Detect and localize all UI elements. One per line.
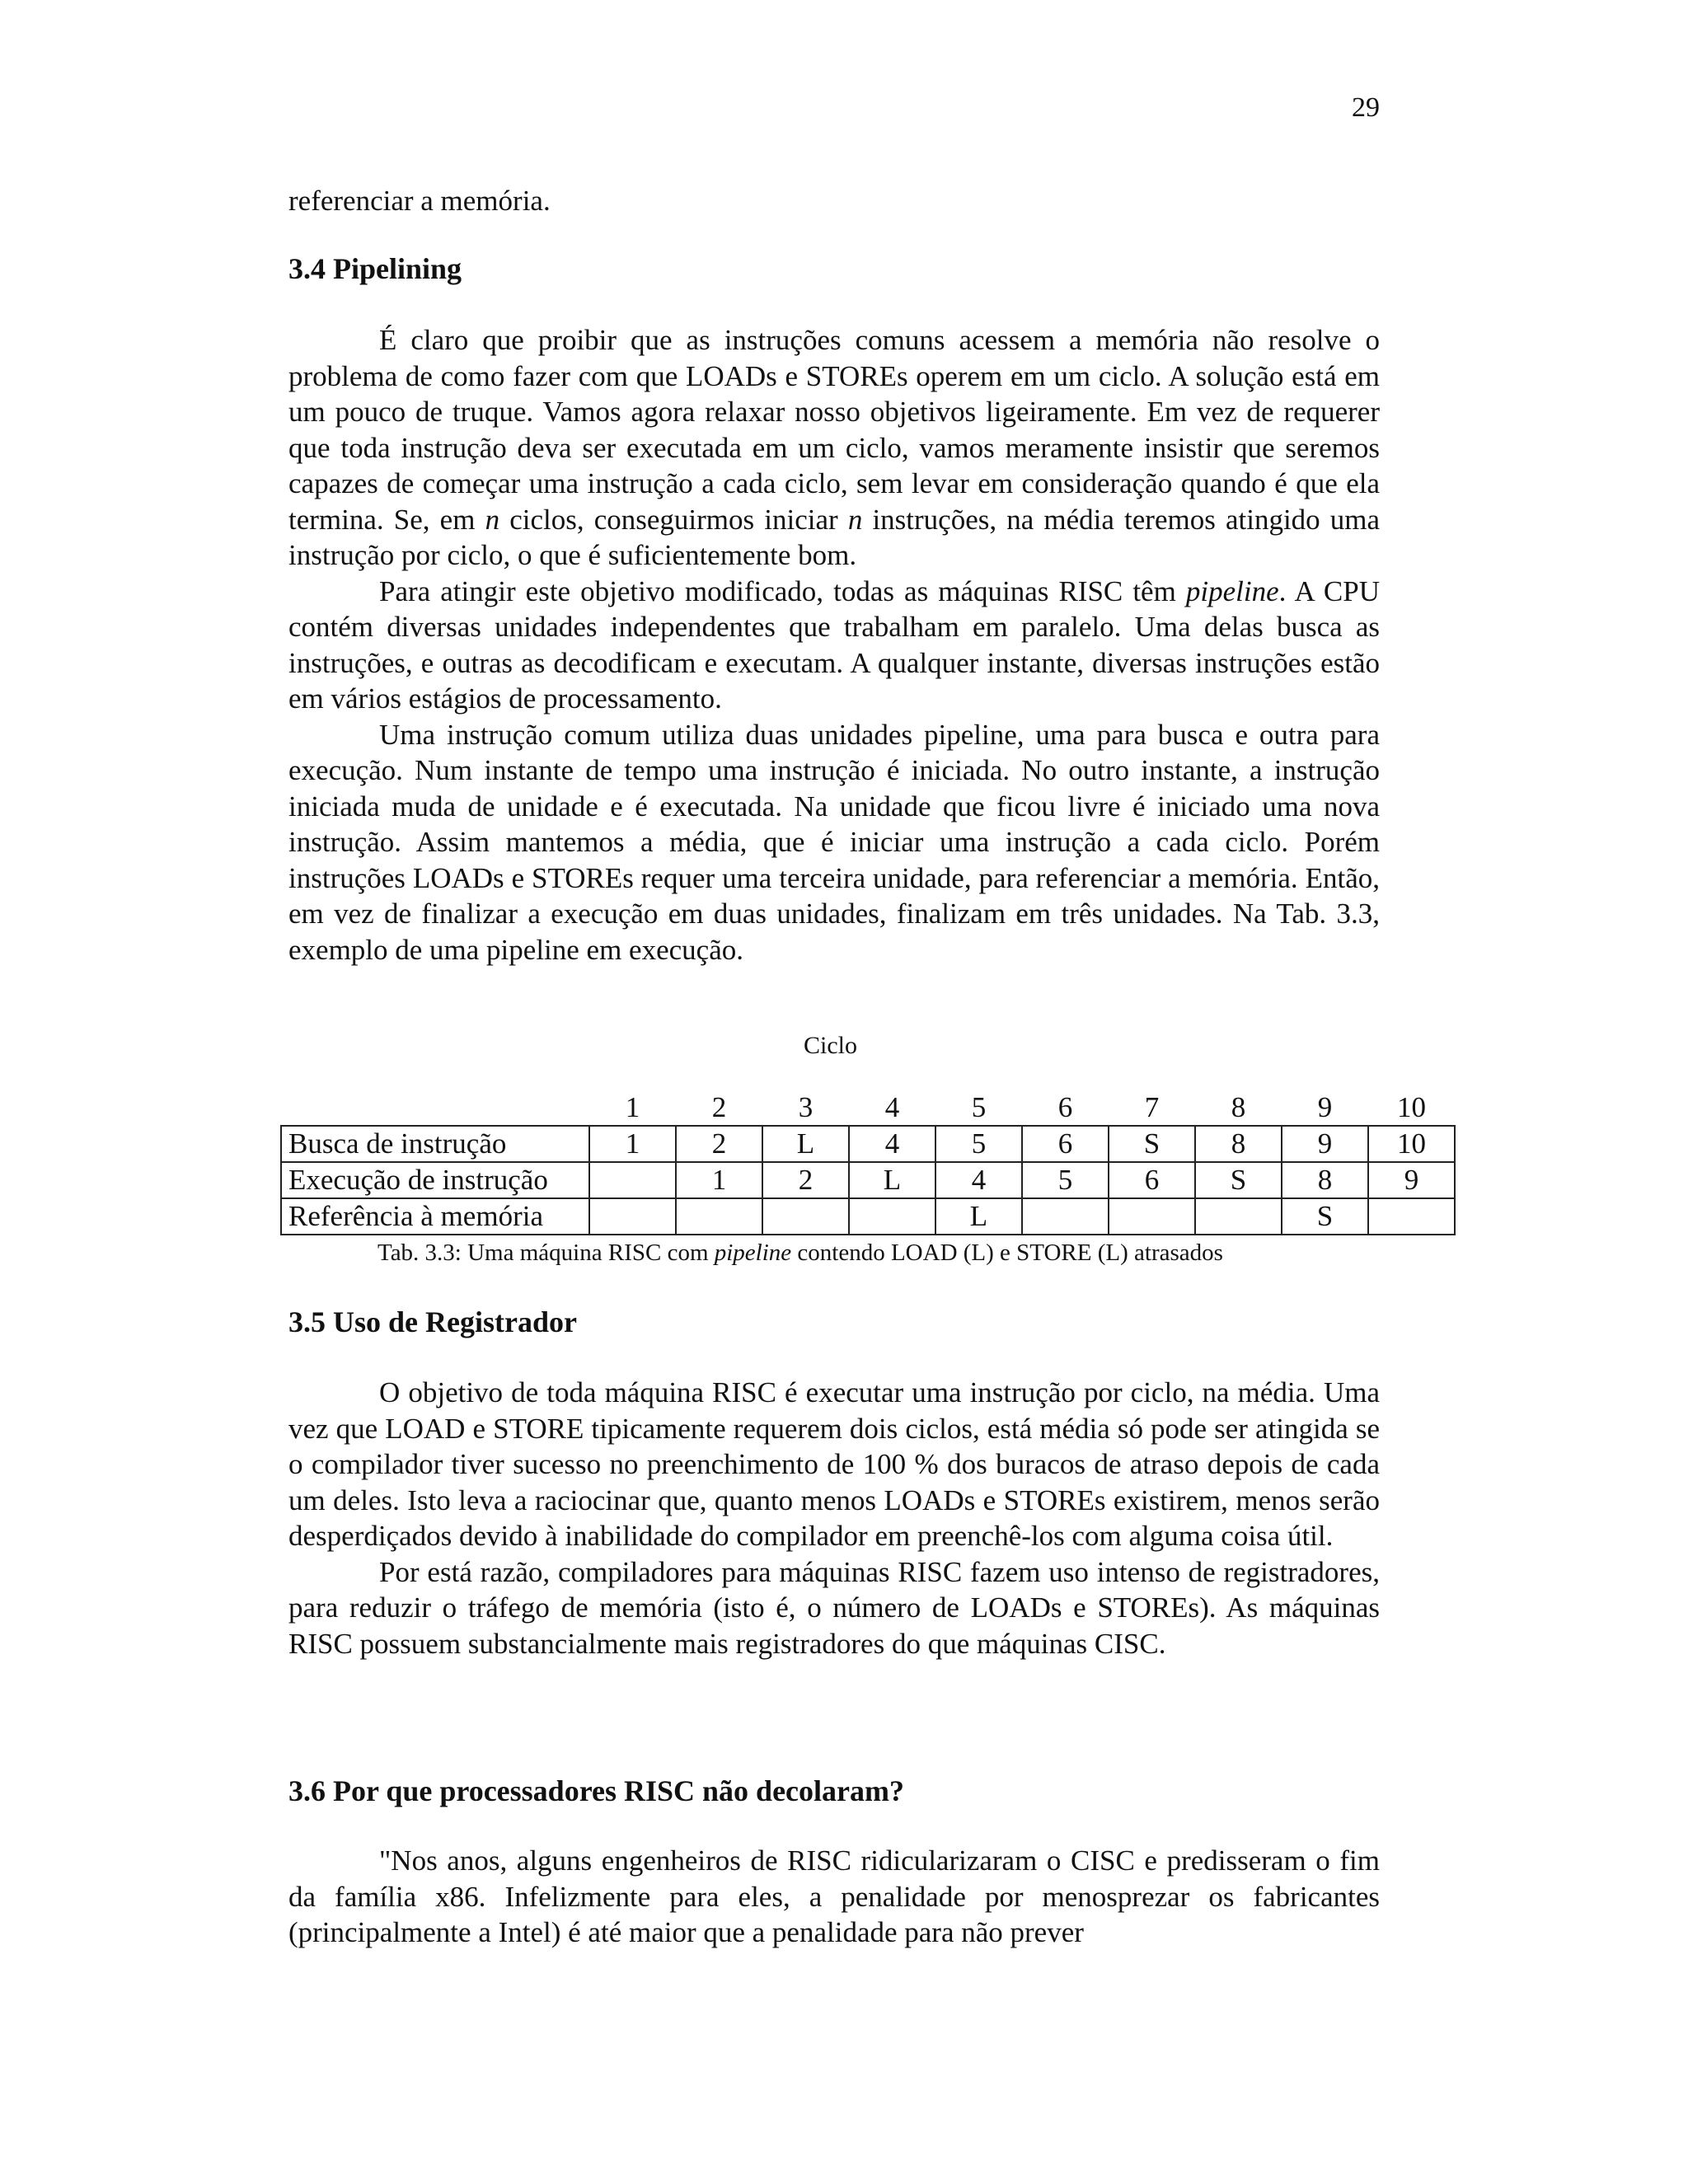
header-cell: 8: [1231, 1091, 1246, 1123]
paragraph-text: . A CPU contém diversas unidades independentes que trabalham em paralelo. Uma delas busca as instruções, e outras as decodificam e executam. A qualquer instante, diversas instruções estão em vários estágios de processamento.: [288, 574, 1381, 715]
section-heading-3-4: 3.4 Pipelining: [288, 252, 462, 285]
table-cell: 2: [676, 1126, 762, 1162]
section-3-4-body: [288, 322, 1380, 968]
italic-term: pipeline: [1185, 574, 1279, 607]
header-cell: 6: [1057, 1091, 1073, 1123]
section-heading-3-6: 3.6 Por que processadores RISC não decolaram?: [288, 1774, 904, 1807]
table-cell: 1: [676, 1162, 762, 1198]
table-cell: [1109, 1198, 1195, 1235]
page-number: 29: [1352, 92, 1380, 123]
header-cell: 5: [971, 1091, 987, 1123]
row-label: Referência à memória: [281, 1198, 589, 1235]
table-cell: L: [849, 1162, 935, 1198]
paragraph: O objetivo de toda máquina RISC é executar uma instrução por ciclo, na média. Uma vez que LOAD e STORE tipicamente requerem dois ciclos, está média só pode ser atingida se o compilador tiver sucesso no preenchimento de 100 % dos buracos de atraso depois de cada um deles. Isto leva a raciocinar que, quanto menos LOADs e STOREs existirem, menos serão desperdiçados devido à inabilidade do compilador em preenchê-los com alguma coisa útil.: [288, 1376, 1380, 1552]
paragraph: Por está razão, compiladores para máquinas RISC fazem uso intenso de registradores, para reduzir o tráfego de memória (isto é, o número de LOADs e STOREs). As máquinas RISC possuem substancialmente mais registradores do que máquinas CISC.: [288, 1555, 1380, 1660]
table-cell: 4: [849, 1126, 935, 1162]
italic-n: n: [847, 503, 863, 536]
table-cell: [1368, 1198, 1455, 1235]
table-row: [281, 1126, 1455, 1162]
paragraph-text: Para atingir este objetivo modificado, todas as máquinas RISC têm: [379, 574, 1176, 607]
paragraph: Uma instrução comum utiliza duas unidades pipeline, uma para busca e outra para execução. Num instante de tempo uma instrução é iniciada. No outro instante, a instrução iniciada muda de unidade e é executada. Na unidade que ficou livre é iniciado uma nova instrução. Assim mantemos a média, que é iniciar uma instrução a cada ciclo. Porém instruções LOADs e STOREs requer uma terceira unidade, para referenciar a memória. Então, em vez de finalizar a execução em duas unidades, finalizam em três unidades. Na Tab. 3.3, exemplo de uma pipeline em execução.: [288, 718, 1380, 966]
table-cell: S: [1109, 1126, 1195, 1162]
table-cell: L: [762, 1126, 849, 1162]
caption-text: Tab. 3.3: Uma máquina RISC com: [377, 1240, 709, 1266]
table-cell: [676, 1198, 762, 1235]
section-3-6-body: [288, 1843, 1380, 1951]
header-cell: 7: [1144, 1091, 1160, 1123]
paragraph-text: É claro que proibir que as instruções comuns acessem a memória não resolve o problema de como fazer com que LOADs e STOREs operem em um ciclo. A solução está em um pouco de truque. Vamos agora relaxar nosso objetivos ligeiramente. Em vez de requerer que toda instrução deva ser executada em um ciclo, vamos meramente insistir que seremos capazes de começar uma instrução a cada ciclo, sem levar em consideração quando é que ela termina.: [288, 324, 1380, 536]
table-cell: [589, 1162, 676, 1198]
header-spacer: [281, 1090, 589, 1126]
row-label: Execução de instrução: [281, 1162, 589, 1198]
table-cell: 9: [1282, 1126, 1368, 1162]
table-cell: 5: [1022, 1162, 1109, 1198]
header-cell: 9: [1317, 1091, 1333, 1123]
paragraph: [288, 322, 1380, 574]
table-cell: 5: [935, 1126, 1022, 1162]
table-cell: 6: [1022, 1126, 1109, 1162]
header-cell: 1: [625, 1091, 640, 1123]
header-cell: 10: [1397, 1091, 1426, 1123]
table-cell: 4: [935, 1162, 1022, 1198]
caption-italic: pipeline: [714, 1240, 792, 1266]
paragraph: [288, 574, 1380, 717]
table-header-row: [281, 1090, 1455, 1126]
table-cell: 6: [1109, 1162, 1195, 1198]
table-cell: [762, 1198, 849, 1235]
table-cell: [1022, 1198, 1109, 1235]
table-cell: S: [1195, 1162, 1282, 1198]
row-label: Busca de instrução: [281, 1126, 589, 1162]
table-cell: 10: [1368, 1126, 1455, 1162]
header-cell: 3: [798, 1091, 814, 1123]
table-caption: [377, 1240, 1223, 1267]
header-cell: 2: [711, 1091, 727, 1123]
table-cell: [849, 1198, 935, 1235]
caption-text: contendo LOAD (L) e STORE (L) atrasados: [797, 1240, 1223, 1266]
table-cell: 8: [1282, 1162, 1368, 1198]
italic-n: n: [485, 503, 500, 536]
table-cell: 8: [1195, 1126, 1282, 1162]
section-heading-3-5: 3.5 Uso de Registrador: [288, 1305, 577, 1338]
table-row: [281, 1162, 1455, 1198]
paragraph-text: instruções, na média teremos atingido uma instrução por ciclo, o que é suficientemente bom.: [288, 503, 1381, 571]
header-cell: 4: [884, 1091, 900, 1123]
paragraph-text: Se, em: [393, 503, 476, 536]
table-cell: L: [935, 1198, 1022, 1235]
paragraph: "Nos anos, alguns engenheiros de RISC ridicularizaram o CISC e predisseram o fim da família x86. Infelizmente para eles, a penalidade por menosprezar os fabricantes (principalmente a Intel) é até maior que a penalidade para não prever: [288, 1844, 1380, 1948]
table-cell: 9: [1368, 1162, 1455, 1198]
table-cell: 1: [589, 1126, 676, 1162]
table-cell: [1195, 1198, 1282, 1235]
table-cell: [589, 1198, 676, 1235]
table-cell: S: [1282, 1198, 1368, 1235]
table-cell: 2: [762, 1162, 849, 1198]
table-row: [281, 1198, 1455, 1235]
pipeline-table: [280, 1090, 1456, 1235]
continuation-line: referenciar a memória.: [288, 185, 551, 217]
paragraph-text: ciclos, conseguirmos iniciar: [509, 503, 838, 536]
table-axis-label: Ciclo: [804, 1032, 857, 1059]
section-3-5-body: [288, 1375, 1380, 1661]
